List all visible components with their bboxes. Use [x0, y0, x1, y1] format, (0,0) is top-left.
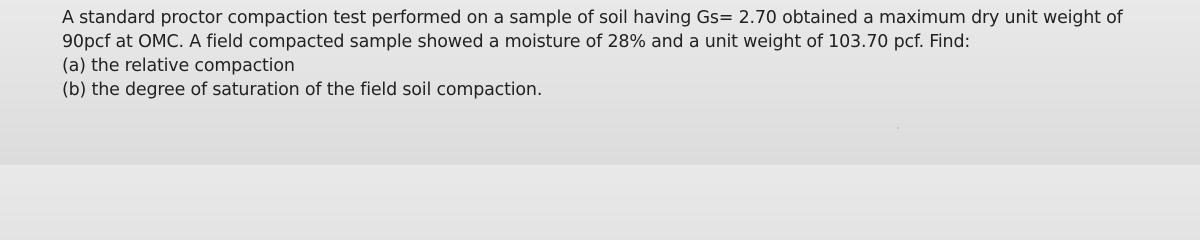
question-part-a: (a) the relative compaction [62, 56, 295, 76]
question-part-b: (b) the degree of saturation of the field soil compaction. [62, 80, 543, 100]
problem-line-1: A standard proctor compaction test performed on a sample of soil having Gs= 2.70 obtained a maximum dry unit weight of [62, 8, 1123, 28]
problem-line-2: 90pcf at OMC. A field compacted sample showed a moisture of 28% and a unit weight of 103.70 pcf. Find: [62, 32, 971, 52]
paper-speck [897, 127, 899, 129]
problem-statement [62, 6, 1182, 102]
